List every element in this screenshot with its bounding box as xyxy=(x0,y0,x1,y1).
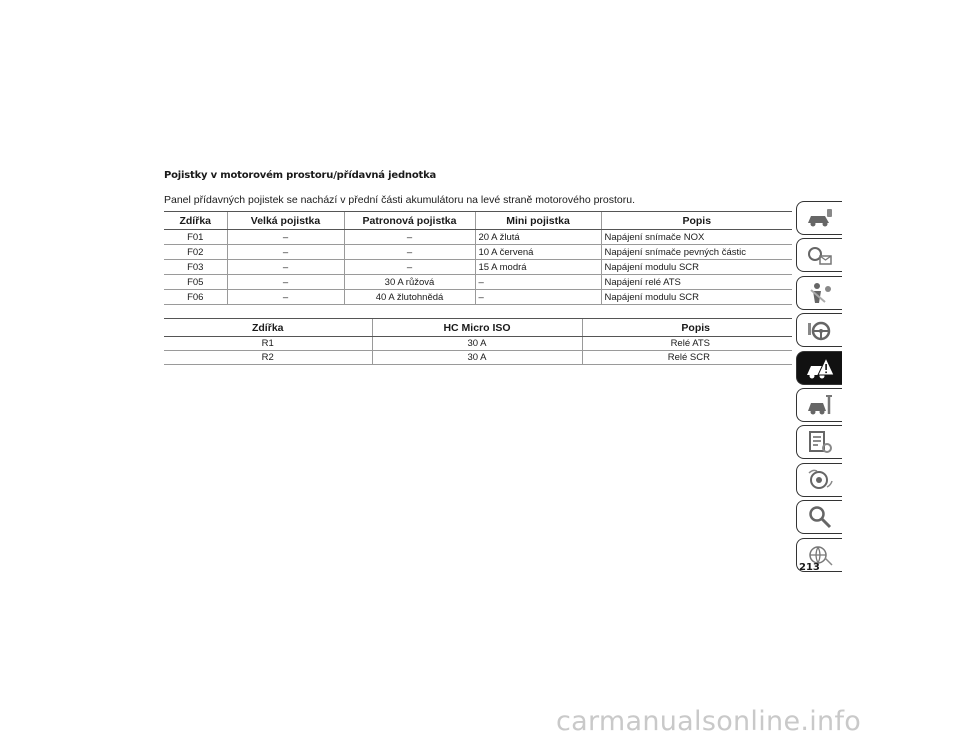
fuse-table xyxy=(164,211,792,305)
table-row xyxy=(164,230,792,245)
multimedia-icon xyxy=(805,467,835,493)
cell-maxi-fuse: – xyxy=(227,290,344,305)
car-info-icon xyxy=(805,205,835,231)
column-header: Zdířka xyxy=(164,319,372,337)
cell-mini-fuse: 15 A modrá xyxy=(475,260,601,275)
tab-safety[interactable] xyxy=(796,276,842,310)
cell-description: Napájení snímače pevných částic xyxy=(601,245,792,260)
cell-description: Relé ATS xyxy=(582,337,792,351)
watermark: carmanualsonline.info xyxy=(556,706,862,737)
cell-slot: F01 xyxy=(164,230,227,245)
column-header: Velká pojistka xyxy=(227,212,344,230)
cell-cartridge-fuse: – xyxy=(344,245,475,260)
column-header: HC Micro ISO xyxy=(372,319,582,337)
table-header-row xyxy=(164,319,792,337)
cell-mini-fuse: – xyxy=(475,290,601,305)
tab-starting-operating[interactable] xyxy=(796,313,842,347)
column-header: Mini pojistka xyxy=(475,212,601,230)
seatbelt-safety-icon xyxy=(805,280,835,306)
cell-slot: F03 xyxy=(164,260,227,275)
cell-cartridge-fuse: 40 A žlutohnědá xyxy=(344,290,475,305)
cell-slot: F02 xyxy=(164,245,227,260)
dashboard-message-icon xyxy=(805,242,835,268)
cell-relay-rating: 30 A xyxy=(372,337,582,351)
relay-table xyxy=(164,318,792,365)
table-row xyxy=(164,351,792,365)
cell-description: Napájení modulu SCR xyxy=(601,290,792,305)
column-header: Patronová pojistka xyxy=(344,212,475,230)
page-number: 213 xyxy=(799,562,820,573)
column-header: Zdířka xyxy=(164,212,227,230)
cell-maxi-fuse: – xyxy=(227,230,344,245)
tab-technical-specifications[interactable] xyxy=(796,425,842,459)
tab-getting-to-know-vehicle[interactable] xyxy=(796,201,842,235)
index-search-icon xyxy=(805,504,835,530)
cell-maxi-fuse: – xyxy=(227,245,344,260)
column-header: Popis xyxy=(582,319,792,337)
intro-text: Panel přídavných pojistek se nachází v přední části akumulátoru na levé straně motorového prostoru. xyxy=(164,194,636,206)
specifications-icon xyxy=(805,429,835,455)
emergency-warning-icon xyxy=(805,355,835,381)
cell-cartridge-fuse: – xyxy=(344,260,475,275)
cell-slot: F05 xyxy=(164,275,227,290)
tab-in-case-of-emergency[interactable] xyxy=(796,351,842,385)
table-header-row xyxy=(164,212,792,230)
table-row xyxy=(164,275,792,290)
cell-slot: R2 xyxy=(164,351,372,365)
cell-description: Napájení snímače NOX xyxy=(601,230,792,245)
tab-index[interactable] xyxy=(796,500,842,534)
steering-wheel-icon xyxy=(805,317,835,343)
section-title: Pojistky v motorovém prostoru/přídavná jednotka xyxy=(164,170,437,181)
cell-description: Napájení modulu SCR xyxy=(601,260,792,275)
cell-slot: R1 xyxy=(164,337,372,351)
table-row xyxy=(164,337,792,351)
tab-servicing-maintenance[interactable] xyxy=(796,388,842,422)
chapter-tabs xyxy=(796,201,842,575)
cell-cartridge-fuse: 30 A růžová xyxy=(344,275,475,290)
cell-mini-fuse: – xyxy=(475,275,601,290)
cell-mini-fuse: 10 A červená xyxy=(475,245,601,260)
tab-multimedia[interactable] xyxy=(796,463,842,497)
cell-slot: F06 xyxy=(164,290,227,305)
table-row xyxy=(164,260,792,275)
cell-maxi-fuse: – xyxy=(227,275,344,290)
service-maintenance-icon xyxy=(805,392,835,418)
cell-maxi-fuse: – xyxy=(227,260,344,275)
table-row xyxy=(164,290,792,305)
cell-description: Relé SCR xyxy=(582,351,792,365)
table-row xyxy=(164,245,792,260)
cell-description: Napájení relé ATS xyxy=(601,275,792,290)
cell-relay-rating: 30 A xyxy=(372,351,582,365)
cell-mini-fuse: 20 A žlutá xyxy=(475,230,601,245)
cell-cartridge-fuse: – xyxy=(344,230,475,245)
column-header: Popis xyxy=(601,212,792,230)
tab-instrument-panel[interactable] xyxy=(796,238,842,272)
